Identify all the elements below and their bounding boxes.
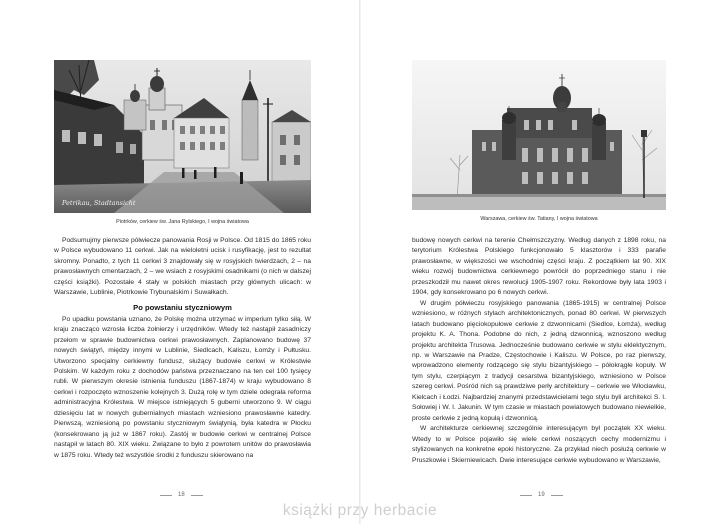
photo-caption-left: Piotrków, cerkiew św. Jana Rylskiego, I wojna światowa <box>116 219 249 225</box>
paragraph: budowę nowych cerkwi na terenie Chełmszczyzny. Według danych z 1898 roku, na terytorium Królestwa Polskiego funkcjonowało 5 klasztorów i 333 parafie prawosławne, w większości we wschodniej części kraju. Z początkiem lat 90. XIX wieku rozwój budownictwa cerkiewnego powrócił do poprzedniego stanu i nie przeszkodził mu nawet okres rewolucji 1905-1907 roku. Rekordowe były lata 1903 i 1904, gdy konsekrowano po 6 nowych cerkwi. <box>412 237 666 297</box>
paragraph: Po upadku powstania uznano, że Polskę można utrzymać w imperium tylko siłą. W kraju znacząco wzrosła liczba żołnierzy i urzędników. Wtedy też nastąpił zasadniczy przełom w sprawie budownictwa cerkwi prawosławnych. Zaplanowano budowę 37 nowych świątyń, między innymi w Lublinie, Siedlcach, Kaliszu, Łomży i Pułtusku. Utworzono specjalny cerkiewny fundusz, służący budowie cerkwi w Królestwie Polskim. W każdym roku z dochodów państwa przeznaczano na ten cel 100 tysięcy rubli. W pierwszym okresie istnienia funduszu (1867-1874) w kraju wybudowano 8 cerkwi i rozpoczęto wznoszenie kolejnych 3. Dużą rolę w tym dziele odegrała reforma administracyjna Królestwa. W miejsce istniejących 5 guberni utworzono 9. W ciągu dziesięciu lat w nowych gubernialnych miastach wzniesiono prawosławne katedry. Pierwszą, wzniesioną po powstaniu styczniowym świątynią, była katedra w Płocku (konsekrowano ją już w 1867 roku). Zastój w budowie cerkwi w centralnej Polsce nastąpił w latach 80. XIX wieku. Związane to było z powrotem unitów do prawosławia w 1875 roku. Wtedy też wszystkie środki z funduszu skierowano na <box>54 315 311 459</box>
folio-rule <box>160 495 172 496</box>
folio-rule <box>191 495 203 496</box>
page-number-left <box>160 492 203 498</box>
photo-piotrkow-church <box>54 60 311 213</box>
folio-rule <box>551 495 563 496</box>
page-gutter <box>359 0 361 524</box>
photo-caption-right: Warszawa, cerkiew św. Tatiany, I wojna światowa <box>480 216 598 222</box>
page-number: 19 <box>538 492 545 498</box>
right-page-text <box>412 236 666 466</box>
paragraph: W architekturze cerkiewnej szczególnie interesującym był początek XX wieku. Wtedy to w Polsce pojawiło się wiele cerkwi noszących cechy modernizmu i stylizowanych na konkretne epoki historyczne. Za przykład niech posłużą cerkwie w Pruszkowie i Skierniewicach. Dwie interesujące cerkwie wybudowano w Warszawie, <box>412 425 666 464</box>
watermark-text: książki przy herbacie <box>282 502 438 519</box>
paragraph: Podsumujmy pierwsze półwiecze panowania Rosji w Polsce. Od 1815 do 1865 roku w Polsce wybudowano 11 cerkwi. Jak na wieloletni ucisk i rusyfikację, jest to rezultat skromny. Ponadto, z tych 11 cerkwi 3 znajdowały się w rosyjskich twierdzach, 2 – na prawosławnych cmentarzach, 2 – we wsiach z rosyjskimi osadnikami (o nich w dalszej części książki). Pozostałe 4 stały w polskich miastach przy głównych ulicach: w Warszawie, Lublinie, Piotrkowie Trybunalskim i Suwałkach. <box>54 237 311 297</box>
photo-inscription: Petrikau, Stadtansicht <box>62 199 136 207</box>
photo-warszawa-church <box>412 60 666 210</box>
paragraph: W drugim półwieczu rosyjskiego panowania (1865-1915) w centralnej Polsce wzniesiono, w różnych stylach architektonicznych, ponad 80 cerkwi. W pierwszych latach budowano pięciokopułowe cerkwie z dzwonnicami (Siedlce, Łomża), według projektu K. A. Thona. Podobne do nich, z jedną dzwonnicą, wznoszono według projektu architekta Trusowa. Jednocześnie budowano cerkwie w stylu eklektycznym, np. w Warszawie na Pradze, Częstochowie i Kaliszu. W Polsce, po raz pierwszy, wprowadzono elementy rodzącego się stylu bizantyjskiego – półokrągłe kopuły. W tym stylu, czerpiącym z tradycji cesarstwa bizantyjskiego, wzniesiono w Polsce szereg cerkwi. Pośród nich są prawdziwe perły architektury – cerkwie we Włocławku, Kielcach i Łodzi. Najbardziej znanymi przedstawicielami tego stylu byli architekci S. I. Sołowiej i W. I. Jakunin. W tym czasie w miastach powiatowych budowano niewielkie, proste cerkwie z jedną kopułą i dzwonnicą. <box>412 299 666 422</box>
page-number-right <box>520 492 563 498</box>
section-heading: Po powstaniu styczniowym <box>133 302 232 312</box>
folio-rule <box>520 495 532 496</box>
page-number: 18 <box>178 492 185 498</box>
left-page-text <box>54 236 311 461</box>
